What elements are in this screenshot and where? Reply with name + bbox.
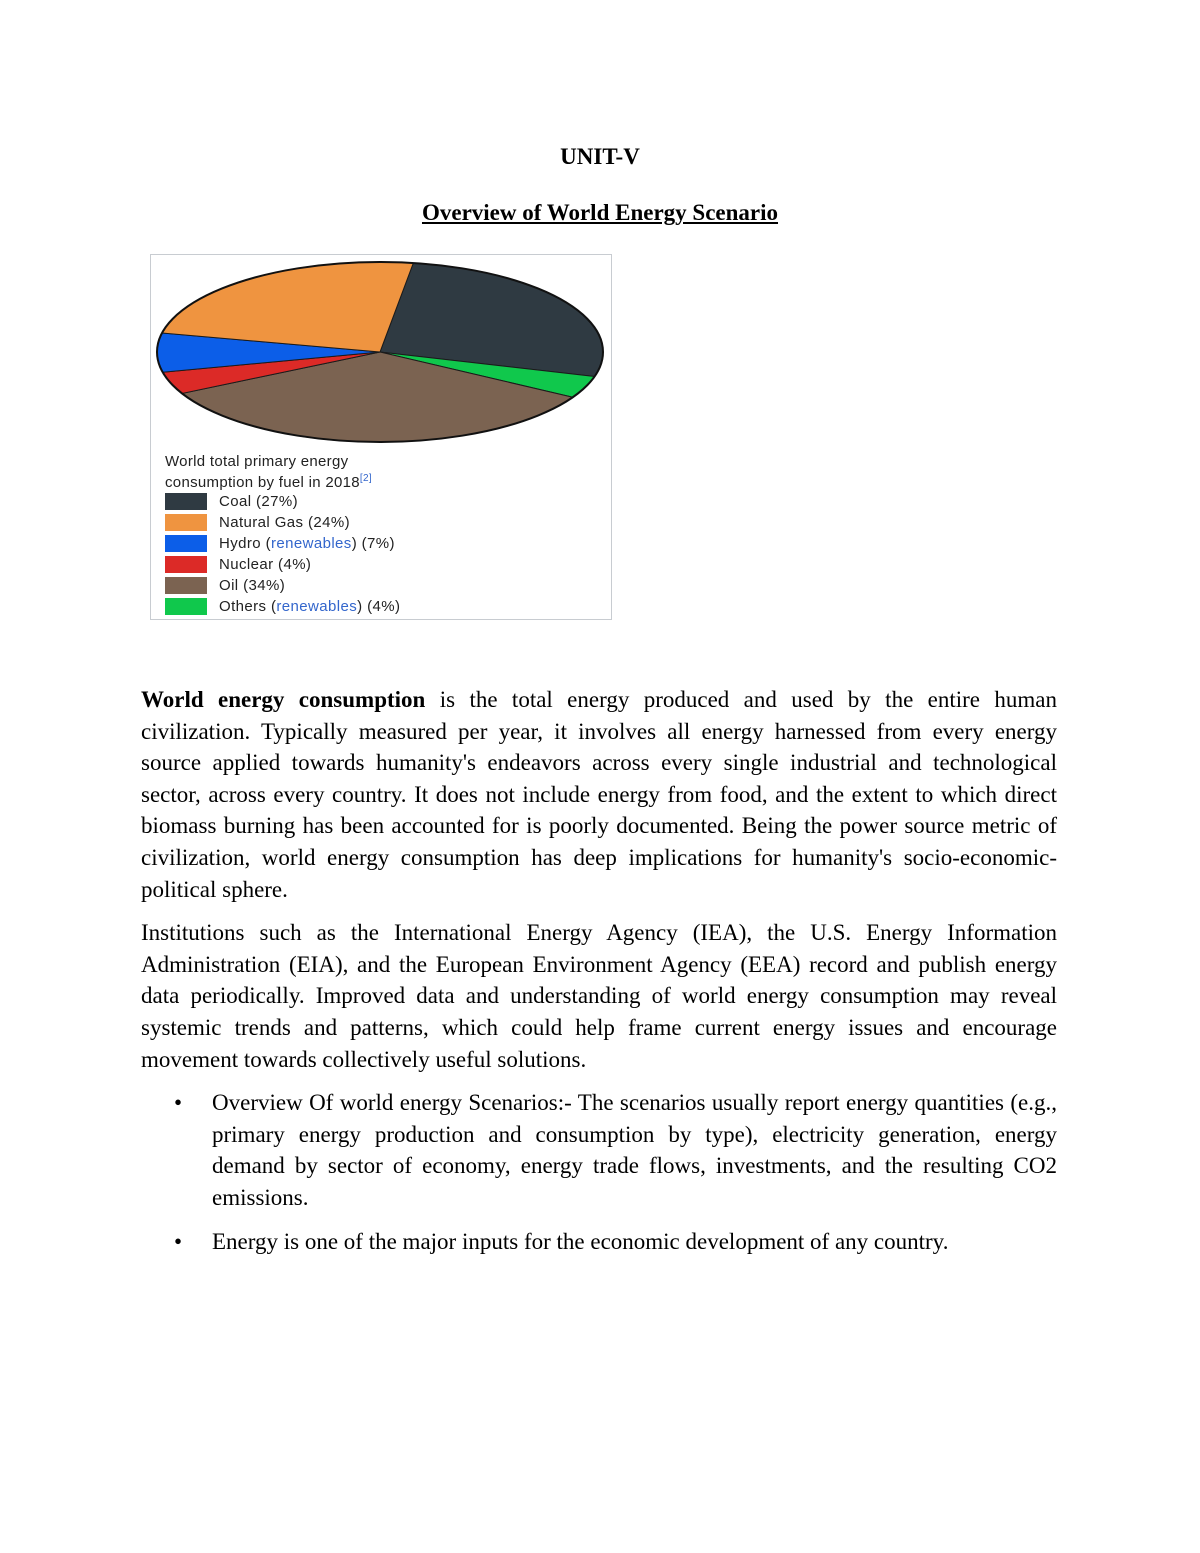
legend [165, 491, 400, 617]
legend-item-hydro [165, 533, 400, 554]
legend-swatch-others [165, 598, 207, 615]
legend-item-natural-gas [165, 512, 400, 533]
legend-label-hydro-prefix: Hydro ( [219, 535, 271, 552]
legend-item-others [165, 596, 400, 617]
legend-label-hydro-suffix: ) (7%) [351, 535, 395, 552]
list-item [174, 1226, 1057, 1258]
paragraph-definition [141, 684, 1057, 905]
legend-label-others [219, 598, 400, 615]
legend-title-line2 [165, 470, 372, 491]
legend-label-others-prefix: Others ( [219, 598, 277, 615]
legend-title [165, 453, 372, 491]
legend-title-line1: World total primary energy [165, 453, 349, 470]
legend-label-natural-gas: Natural Gas (24%) [219, 514, 351, 531]
list-item-text: Overview Of world energy Scenarios:- The scenarios usually report energy quantities (e.g., primary energy production and consumption by type), electricity generation, energy demand by sector of economy, energy trade flows, investments, and the resulting CO2 emissions. [212, 1090, 1057, 1210]
bullet-list [141, 1087, 1057, 1257]
pie-chart [151, 255, 611, 455]
body-text [141, 684, 1057, 1269]
reference-link[interactable]: [2] [359, 473, 372, 484]
legend-title-text: consumption by fuel in 2018 [165, 474, 360, 491]
legend-label-hydro [219, 535, 395, 552]
legend-label-oil: Oil (34%) [219, 577, 286, 594]
legend-swatch-natural-gas [165, 514, 207, 531]
legend-item-coal [165, 491, 400, 512]
section-heading: Overview of World Energy Scenario [421, 200, 779, 225]
legend-swatch-oil [165, 577, 207, 594]
paragraph-definition-text: is the total energy produced and used by the entire human civilization. Typically measured per year, it involves all energy harnessed from every energy source applied towards humanity's endeavors across every single industrial and technological sector, across every country. It does not include energy from food, and the extent to which direct biomass burning has been accounted for is poorly documented. Being the power source metric of civilization, world energy consumption has deep implications for humanity's socio-economic-political sphere. [141, 687, 1057, 902]
legend-item-oil [165, 575, 400, 596]
paragraph-institutions: Institutions such as the International Energy Agency (IEA), the U.S. Energy Information Administration (EIA), and the European Environment Agency (EEA) record and publish energy data periodically. Improved data and understanding of world energy consumption may reveal systemic trends and patterns, which could help frame current energy issues and encourage movement towards collectively useful solutions. [141, 920, 1057, 1072]
unit-heading: UNIT-V [560, 144, 640, 169]
renewables-link[interactable]: renewables [270, 535, 352, 552]
legend-label-others-suffix: ) (4%) [357, 598, 401, 615]
legend-label-coal: Coal (27%) [219, 493, 299, 510]
legend-item-nuclear [165, 554, 400, 575]
list-item-text: Energy is one of the major inputs for the economic development of any country. [212, 1228, 949, 1254]
term-world-energy-consumption: World energy consumption [141, 687, 426, 712]
list-item [174, 1087, 1057, 1213]
bullet-icon: • [174, 1090, 183, 1116]
legend-label-nuclear: Nuclear (4%) [219, 556, 312, 573]
pie-chart-figure [150, 254, 612, 620]
legend-swatch-coal [165, 493, 207, 510]
renewables-link-2[interactable]: renewables [276, 598, 358, 615]
bullet-icon: • [174, 1228, 183, 1254]
legend-swatch-hydro [165, 535, 207, 552]
legend-swatch-nuclear [165, 556, 207, 573]
